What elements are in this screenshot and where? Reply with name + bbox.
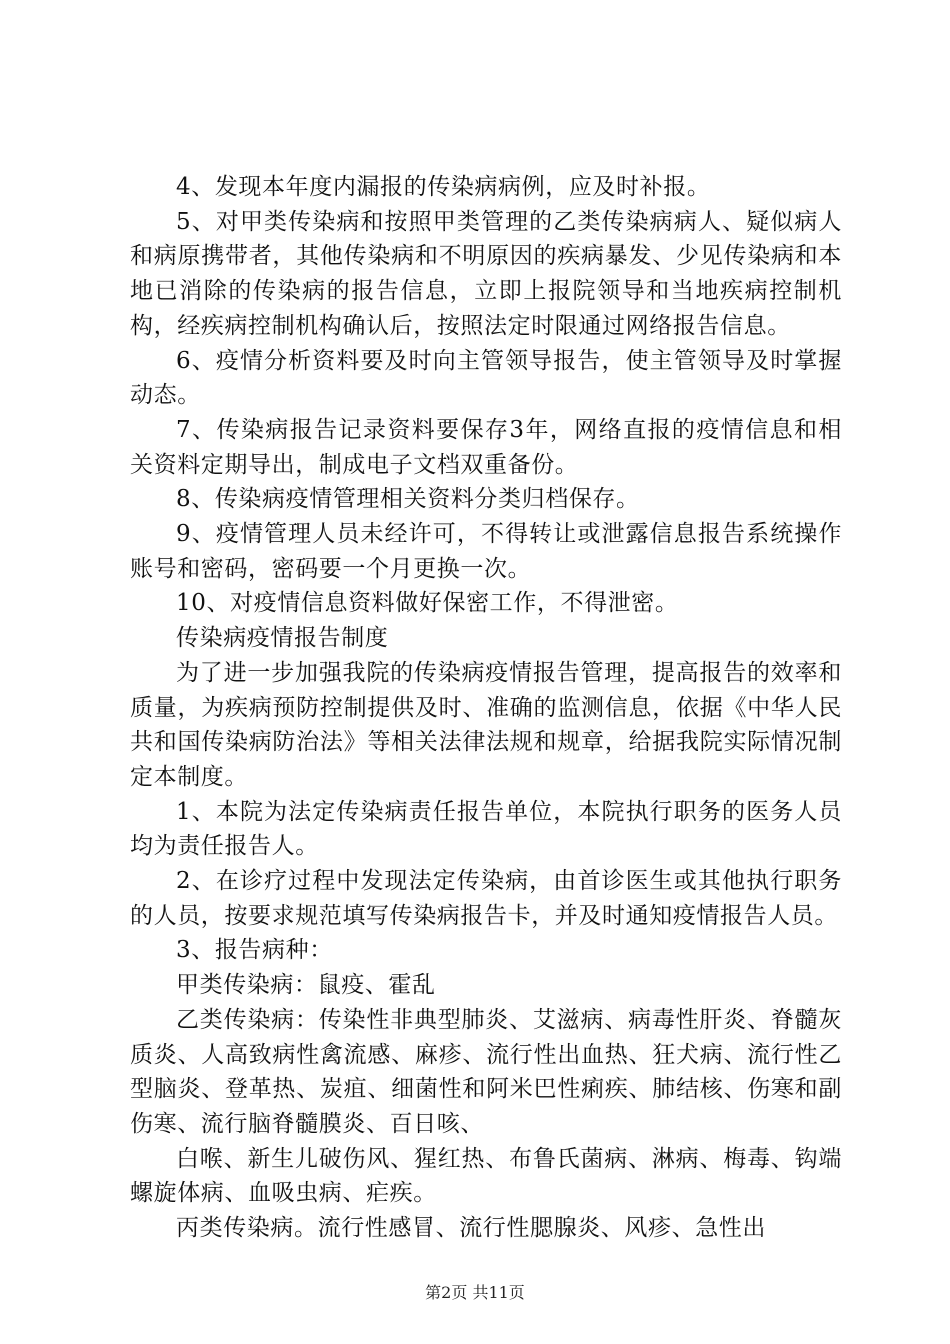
paragraph-confidentiality: 10、对疫情信息资料做好保密工作，不得泄密。 [176, 590, 679, 617]
paragraph-diagnosis-reporting: 2、在诊疗过程中发现法定传染病，由首诊医生或其他执行职务的人员，按要求规范填写传染病报告卡，并及时通知疫情报告人员。 [130, 868, 842, 929]
page-number-footer: 第2页 共11页 [425, 1283, 525, 1302]
paragraph-report-missed-cases: 4、发现本年度内漏报的传染病病例，应及时补报。 [176, 174, 711, 200]
paragraph-class-a-diseases: 甲类传染病：鼠疫、霍乱 [176, 972, 436, 999]
paragraph-responsible-unit: 1、本院为法定传染病责任报告单位，本院执行职务的医务人员均为责任报告人。 [130, 798, 842, 860]
paragraph-epidemic-analysis: 6、疫情分析资料要及时向主管领导报告，使主管领导及时掌握动态。 [130, 347, 842, 409]
paragraph-archiving: 8、传染病疫情管理相关资料分类归档保存。 [176, 486, 640, 513]
section-heading: 传染病疫情报告制度 [176, 625, 389, 652]
paragraph-purpose: 为了进一步加强我院的传染病疫情报告管理，提高报告的效率和质量，为疾病预防控制提供及时、准确的监测信息，依据《中华人民共和国传染病防治法》等相关法律法规和规章，给据我院实际情况制定本制度。 [130, 659, 842, 790]
document-body [130, 170, 842, 1246]
paragraph-account-security: 9、疫情管理人员未经许可，不得转让或泄露信息报告系统操作账号和密码，密码要一个月更换一次。 [130, 521, 842, 582]
paragraph-class-b-diseases-continued: 白喉、新生儿破伤风、猩红热、布鲁氏菌病、淋病、梅毒、钩端螺旋体病、血吸虫病、疟疾。 [130, 1145, 842, 1207]
paragraph-disease-types: 3、报告病种： [176, 937, 333, 964]
paragraph-class-b-diseases: 乙类传染病：传染性非典型肺炎、艾滋病、病毒性肝炎、脊髓灰质炎、人高致病性禽流感、麻疹、流行性出血热、狂犬病、流行性乙型脑炎、登革热、炭疽、细菌性和阿米巴性痢疾、肺结核、伤寒和副伤寒、流行脑脊髓膜炎、百日咳、 [130, 1006, 842, 1137]
paragraph-record-retention: 7、传染病报告记录资料要保存3年，网络直报的疫情信息和相关资料定期导出，制成电子文档双重备份。 [130, 416, 842, 478]
paragraph-class-c-diseases: 丙类传染病。流行性感冒、流行性腮腺炎、风疹、急性出 [176, 1215, 766, 1242]
paragraph-class-a-reporting: 5、对甲类传染病和按照甲类管理的乙类传染病病人、疑似病人和病原携带者，其他传染病和不明原因的疾病暴发、少见传染病和本地已消除的传染病的报告信息，立即上报院领导和当地疾病控制机构，经疾病控制机构确认后，按照法定时限通过网络报告信息。 [130, 208, 842, 339]
